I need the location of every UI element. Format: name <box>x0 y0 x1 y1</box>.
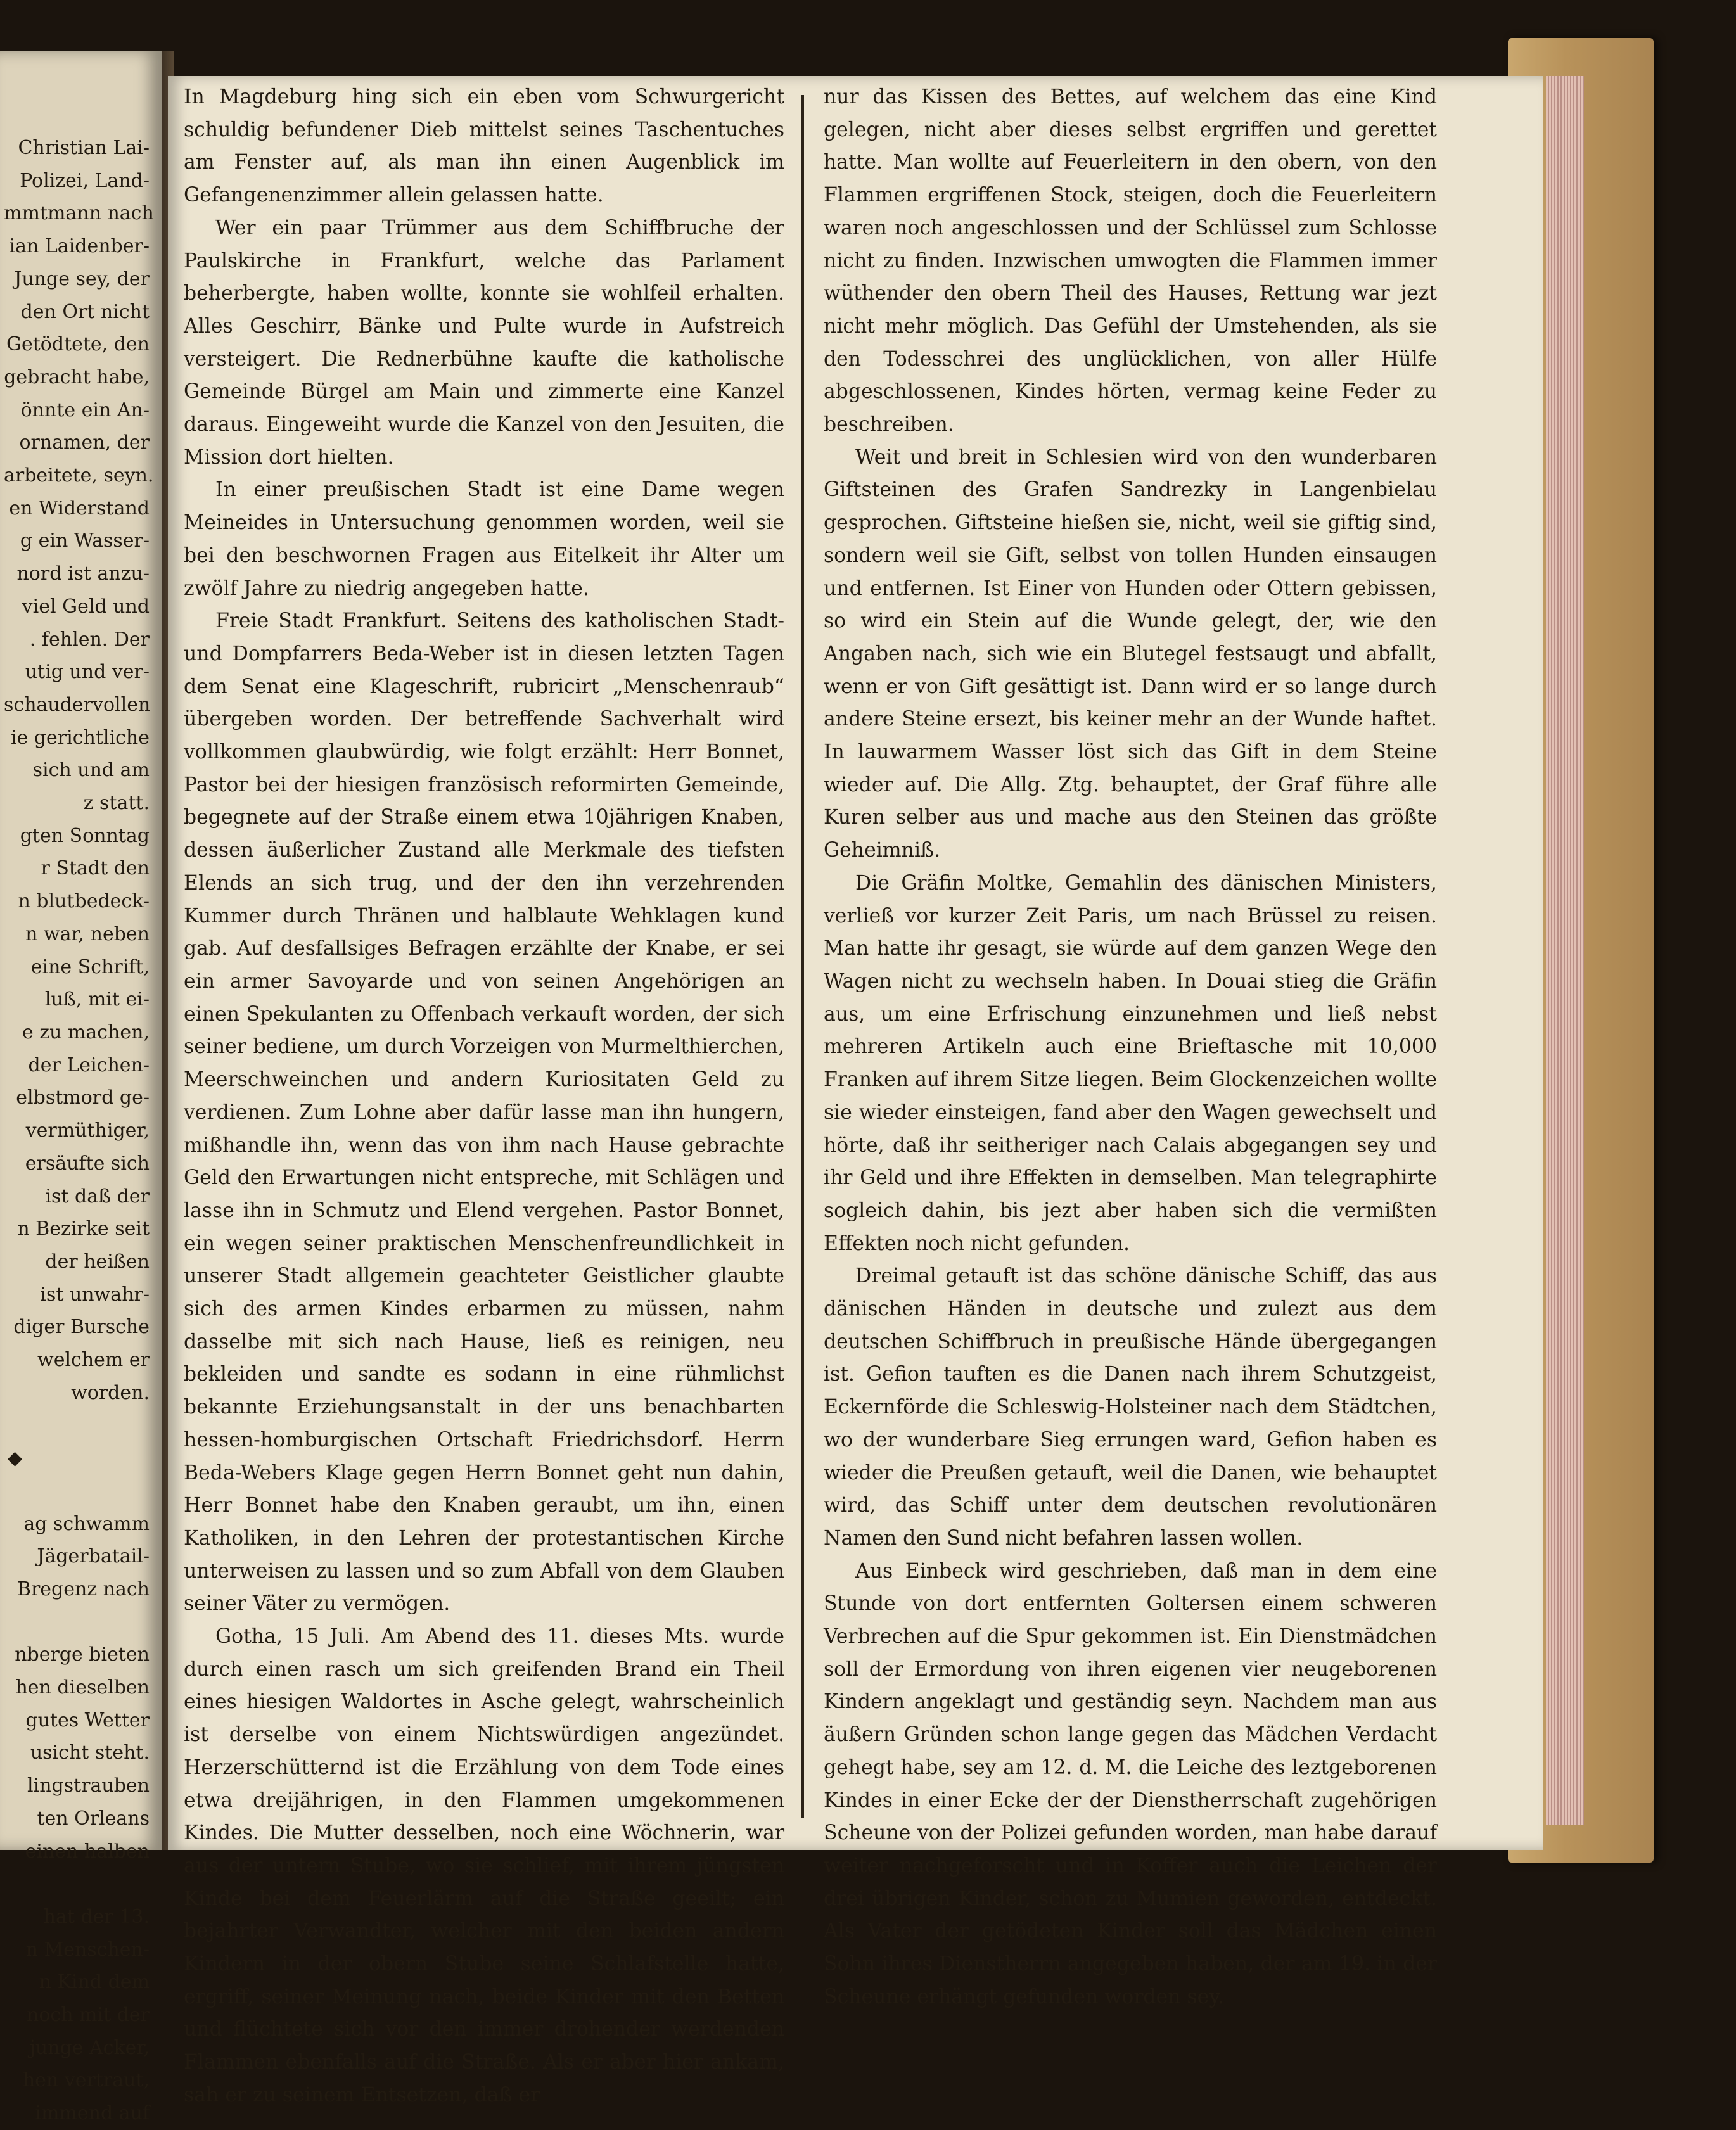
left-fragment-line: n Kind dem <box>39 1971 150 1994</box>
left-fragment-line: hen dieselben <box>15 1676 150 1699</box>
left-fragment-line: gutes Wetter <box>25 1709 150 1731</box>
left-fragment-line: immend auf <box>35 2102 150 2125</box>
left-fragment-line: welchem er <box>37 1349 150 1372</box>
article-paulskirche: Wer ein paar Trümmer aus dem Schiffbruche der Paulskirche in Frankfurt, welche das Parlament beherbergte, haben wollte, konnte sie wohlfeil erhalten. Alles Geschirr, Bänke und Pulte wurde in Aufstreich versteigert. Die Rednerbühne kaufte die katholische Gemeinde Bürgel am Main und zimmerte eine Kanzel daraus. Eingeweiht wurde die Kanzel von den Jesuiten, die Mission dort hielten. <box>184 216 784 469</box>
left-fragment-line: n Menschen- <box>25 1938 150 1961</box>
left-fragment-line: önnte ein An- <box>20 399 150 421</box>
left-fragment-line: worden. <box>71 1381 150 1404</box>
left-fragment-line: . fehlen. Der <box>29 628 150 651</box>
left-fragment-line: sich und am <box>32 759 150 782</box>
article-schiff: Dreimal getauft ist das schöne dänische Schiff, das aus dänischen Händen in deutsche und zulezt aus dem deutschen Schiffbruch in preußische Hände übergegangen ist. Gefion tauften es die Danen nach ihrem Schutzgeist, Eckernförde die Schleswig-Holsteiner nach dem Städtchen, wo der wunderbare Sieg errungen ward, Gefion haben es wieder die Preußen getauft, weil die Danen, wie behauptet wird, das Schiff unter dem deutschen revolutionären Namen den Sund nicht befahren lassen wollen. <box>824 1265 1437 1550</box>
left-fragment-line: hat der 13. <box>43 1905 150 1928</box>
left-fragment-line <box>4 1475 150 1508</box>
article-magdeburg: In Magdeburg hing sich ein eben vom Schwurgericht schuldig befundener Dieb mittelst seines Taschentuches am Fenster auf, als man ihn einen Augenblick im Gefangenenzimmer allein gelassen hatte. <box>184 86 784 207</box>
left-fragment-line: schaudervollen <box>4 693 151 716</box>
left-fragment-line: eine Schrift, <box>30 955 150 978</box>
left-fragment-line: usicht steht. <box>30 1742 150 1764</box>
left-fragment-line: Jägerbatail- <box>37 1545 150 1568</box>
left-fragment-line: viel Geld und <box>22 595 150 618</box>
left-fragment-line: noch mit der <box>27 2004 150 2027</box>
left-fragment-line <box>4 1409 150 1442</box>
left-fragment-line: arbeitete, seyn. <box>4 464 154 487</box>
left-page <box>0 51 162 2125</box>
left-page-text-fragments <box>4 132 154 2130</box>
article-meineid: In einer preußischen Stadt ist eine Dame wegen Meineides in Untersuchung genommen worden, weil sie bei den beschwornen Fragen aus Eitelkeit ihr Alter um zwölf Jahre zu niedrig angegeben hatte. <box>184 478 784 600</box>
left-fragment-line: den Ort nicht <box>20 300 150 323</box>
left-fragment-line: ersäufte sich <box>25 1152 150 1175</box>
article-moltke: Die Gräfin Moltke, Gemahlin des dänischen Ministers, verließ vor kurzer Zeit Paris, um nach Brüssel zu reisen. Man hatte ihr gesagt, sie würde auf dem ganzen Wege den Wagen nicht zu wechseln haben. In Douai stieg die Gräfin aus, um eine Erfrischung einzunehmen und ließ nebst mehreren Artikeln auch eine Brieftasche mit 10,000 Franken auf ihrem Sitze liegen. Beim Glockenzeichen wollte sie wieder einsteigen, fand aber den Wagen gewechselt und hörte, daß ihr seitheriger nach Calais abgegangen sey und ihr Geld und ihre Effekten in demselben. Man telegraphirte sogleich dahin, bis jezt aber haben sich die vermißten Effekten noch nicht gefunden. <box>824 871 1437 1255</box>
left-fragment-line <box>4 1606 150 1639</box>
left-fragment-line: n Bezirke seit <box>17 1218 150 1240</box>
left-fragment-line: Christian Lai- <box>18 137 150 159</box>
article-frankfurt: Freie Stadt Frankfurt. Seitens des katholischen Stadt- und Dompfarrers Beda-Weber ist in diesen letzten Tagen dem Senat eine Klageschrift, rubricirt „Menschenraub“ übergeben worden. Der betreffende Sachverhalt wird vollkommen glaubwürdig, wie folgt erzählt: Herr Bonnet, Pastor bei der hiesigen französisch reformirten Gemeinde, begegnete auf der Straße einem etwa 10jährigen Knaben, dessen äußerlicher Zustand alle Merkmale des tiefsten Elends an sich trug, und der den ihn verzehrenden Kummer durch Thränen und halblaute Wehklagen kund gab. Auf desfallsiges Befragen erzählte der Knabe, er sei ein armer Savoyarde und von seinen Angehörigen an einen Spekulanten zu Offenbach verkauft worden, der sich seiner bediene, um durch Vorzeigen von Murmelthierchen, Meerschweinchen und andern Kuriositaten Geld zu verdienen. Zum Lohne aber dafür lasse man ihn hungern, mißhandle ihn, wenn das von ihm nach Hause gebrachte Geld den Erwartungen nicht entspreche, mit Schlägen und lasse ihn in Schmutz und Elend vergehen. Pastor Bonnet, ein wegen seiner praktischen Menschenfreundlichkeit in unserer Stadt allgemein geachteter Geistlicher glaubte sich des armen Kindes erbarmen zu müssen, nahm dasselbe mit sich nach Hause, ließ es reinigen, neu bekleiden und sandte es sodann in eine rühmlichst bekannte Erziehungsanstalt in der uns benachbarten hessen-homburgischen Ortschaft Friedrichsdorf. Herrn Beda-Webers Klage gegen Herrn Bonnet geht nun dahin, Herr Bonnet habe den Knaben geraubt, um ihn, einen Katholiken, in den Lehren der protestantischen Kirche unterweisen zu lassen und so zum Abfall von dem Glauben seiner Väter zu vermögen. <box>184 609 784 1616</box>
left-fragment-line: Junge sey, der <box>14 267 150 290</box>
left-fragment-line: ag schwamm <box>23 1512 150 1535</box>
left-fragment-line: lingstrauben <box>27 1775 150 1797</box>
left-fragment-line: mmtmann nach <box>4 202 154 225</box>
left-fragment-line: Bregenz nach <box>16 1578 150 1600</box>
left-fragment-line: Polizei, Land- <box>20 169 150 192</box>
left-fragment-line: diger Bursche <box>13 1316 150 1339</box>
left-fragment-line: der Leichen- <box>28 1054 150 1076</box>
middle-column-text <box>184 81 784 2112</box>
left-fragment-line: ist unwahr- <box>40 1283 150 1306</box>
left-fragment-line: r Stadt den <box>41 857 150 880</box>
left-fragment-line: n war, neben <box>25 922 150 945</box>
left-fragment-line: gten Sonntag <box>20 824 150 847</box>
left-fragment-line: ian Laidenber- <box>9 235 150 258</box>
left-fragment-line: ist daß der <box>45 1185 150 1208</box>
left-fragment-line: hen vertraut, <box>22 2069 150 2092</box>
left-fragment-line: einen halben <box>25 1840 150 1863</box>
left-fragment-line: g ein Wasser- <box>20 530 150 552</box>
left-fragment-line: junge Acker, <box>29 2036 150 2059</box>
left-fragment-line: nord ist anzu- <box>16 563 150 585</box>
left-fragment-line <box>4 1868 150 1901</box>
article-schlesien: Weit und breit in Schlesien wird von den wunderbaren Giftsteinen des Grafen Sandrezky in Langenbielau gesprochen. Giftsteine hießen sie, nicht, weil sie giftig sind, sondern weil sie Gift, selbst von tollen Hunden einsaugen und entfernen. Ist Einer von Hunden oder Ottern gebissen, so wird ein Stein auf die Wunde gelegt, der, wie den Angaben nach, sich wie ein Blutegel festsaugt und abfallt, wenn er von Gift gesättigt ist. Dann wird er so lange durch andere Steine ersezt, bis keiner mehr an der Wunde haftet. In lauwarmem Wasser löst sich das Gift in dem Steine wieder auf. Die Allg. Ztg. behauptet, der Graf führe alle Kuren selber aus und mache aus den Steinen das größte Geheimniß. <box>824 445 1437 862</box>
left-fragment-line: e zu machen, <box>22 1021 150 1043</box>
left-fragment-line: Getödtete, den <box>6 333 150 356</box>
left-fragment-line: gebracht habe, <box>4 366 150 388</box>
left-fragment-line: nberge bieten <box>15 1643 150 1666</box>
left-fragment-line: der heißen <box>45 1250 150 1273</box>
left-fragment-line: ornamen, der <box>19 431 150 454</box>
page-edges <box>1546 76 1584 1825</box>
left-fragment-line: utig und ver- <box>25 661 150 684</box>
left-fragment-line: n blutbedeck- <box>18 890 150 913</box>
left-fragment-line: ie gerichtliche <box>10 726 150 749</box>
article-gotha-continued: nur das Kissen des Bettes, auf welchem das eine Kind gelegen, nicht aber dieses selbst ergriffen und gerettet hatte. Man wollte auf Feuerleitern in den obern, von den Flammen ergriffenen Stock, steigen, doch die Feuerleitern waren noch angeschlossen und der Schlüssel zum Schlosse nicht zu finden. Inzwischen umwogten die Flammen immer wüthender den obern Theil des Hauses, Rettung war jezt nicht mehr möglich. Das Gefühl der Umstehenden, als sie den Todesschrei des unglücklichen, von aller Hülfe abgeschlossenen, Kindes hörten, vermag keine Feder zu beschreiben. <box>824 86 1437 437</box>
left-fragment-line: ten Orleans <box>37 1807 150 1830</box>
left-fragment-line: en Widerstand <box>9 497 150 520</box>
ornament-icon: ◆ <box>8 1447 23 1470</box>
column-divider-rule <box>801 95 804 1818</box>
article-einbeck: Aus Einbeck wird geschrieben, daß man in dem eine Stunde von dort entfernten Goltersen einem schweren Verbrechen auf die Spur gekommen ist. Ein Dienstmädchen soll der Ermordung von ihren eigenen vier neugeborenen Kindern angeklagt und geständig seyn. Nachdem man aus äußern Gründen schon lange gegen das Mädchen Verdacht gehegt habe, sey am 12. d. M. die Leiche des leztgeborenen Kindes in einer Ecke der der Dienstherrschaft zugehörigen Scheune von der Polizei gefunden worden, man habe darauf weiter nachgeforscht und in Koffer auch die Leichen der drei übrigen Kinder, schon zu Mumien geworden, entdeckt. Als Vater der getödeten Kinder soll das Mädchen einen Sohn ihres Dienstherrn angegeben haben, der am 19. in der Scheune erhängt gefunden worden sey. <box>824 1559 1437 2008</box>
right-column-text <box>824 81 1437 2013</box>
left-fragment-line: elbstmord ge- <box>16 1087 150 1109</box>
left-fragment-line: vermüthiger, <box>25 1119 150 1142</box>
left-fragment-line: z statt. <box>83 792 150 815</box>
left-fragment-line: luß, mit ei- <box>44 988 150 1011</box>
article-gotha: Gotha, 15 Juli. Am Abend des 11. dieses Mts. wurde durch einen rasch um sich greifenden Brand ein Theil eines hiesigen Waldortes in Asche gelegt, wahrscheinlich ist derselbe von einem Nichtswürdigen angezündet. Herzerschütternd ist die Erzählung von dem Tode eines etwa dreijährigen, in den Flammen umgekommenen Kindes. Die Mutter desselben, noch eine Wöchnerin, war aus der untern Stube, wo sie schlief, mit ihrem jüngsten Kinde bei dem Feuerlärm auf die Straße geeilt; ein bejahrter Verwandter, welcher mit den beiden andern Kindern in der obern Stube seine Schlafstelle hatte, ergriff, seiner Meinung nach, beide Kinder mit den Betten und flüchtete sich vor den immer drohender werdenden Flammen ebenfalls auf die Straße. Als er aber hier ankam, sah er zu seinem Entsetzen, daß er <box>184 1625 784 2107</box>
